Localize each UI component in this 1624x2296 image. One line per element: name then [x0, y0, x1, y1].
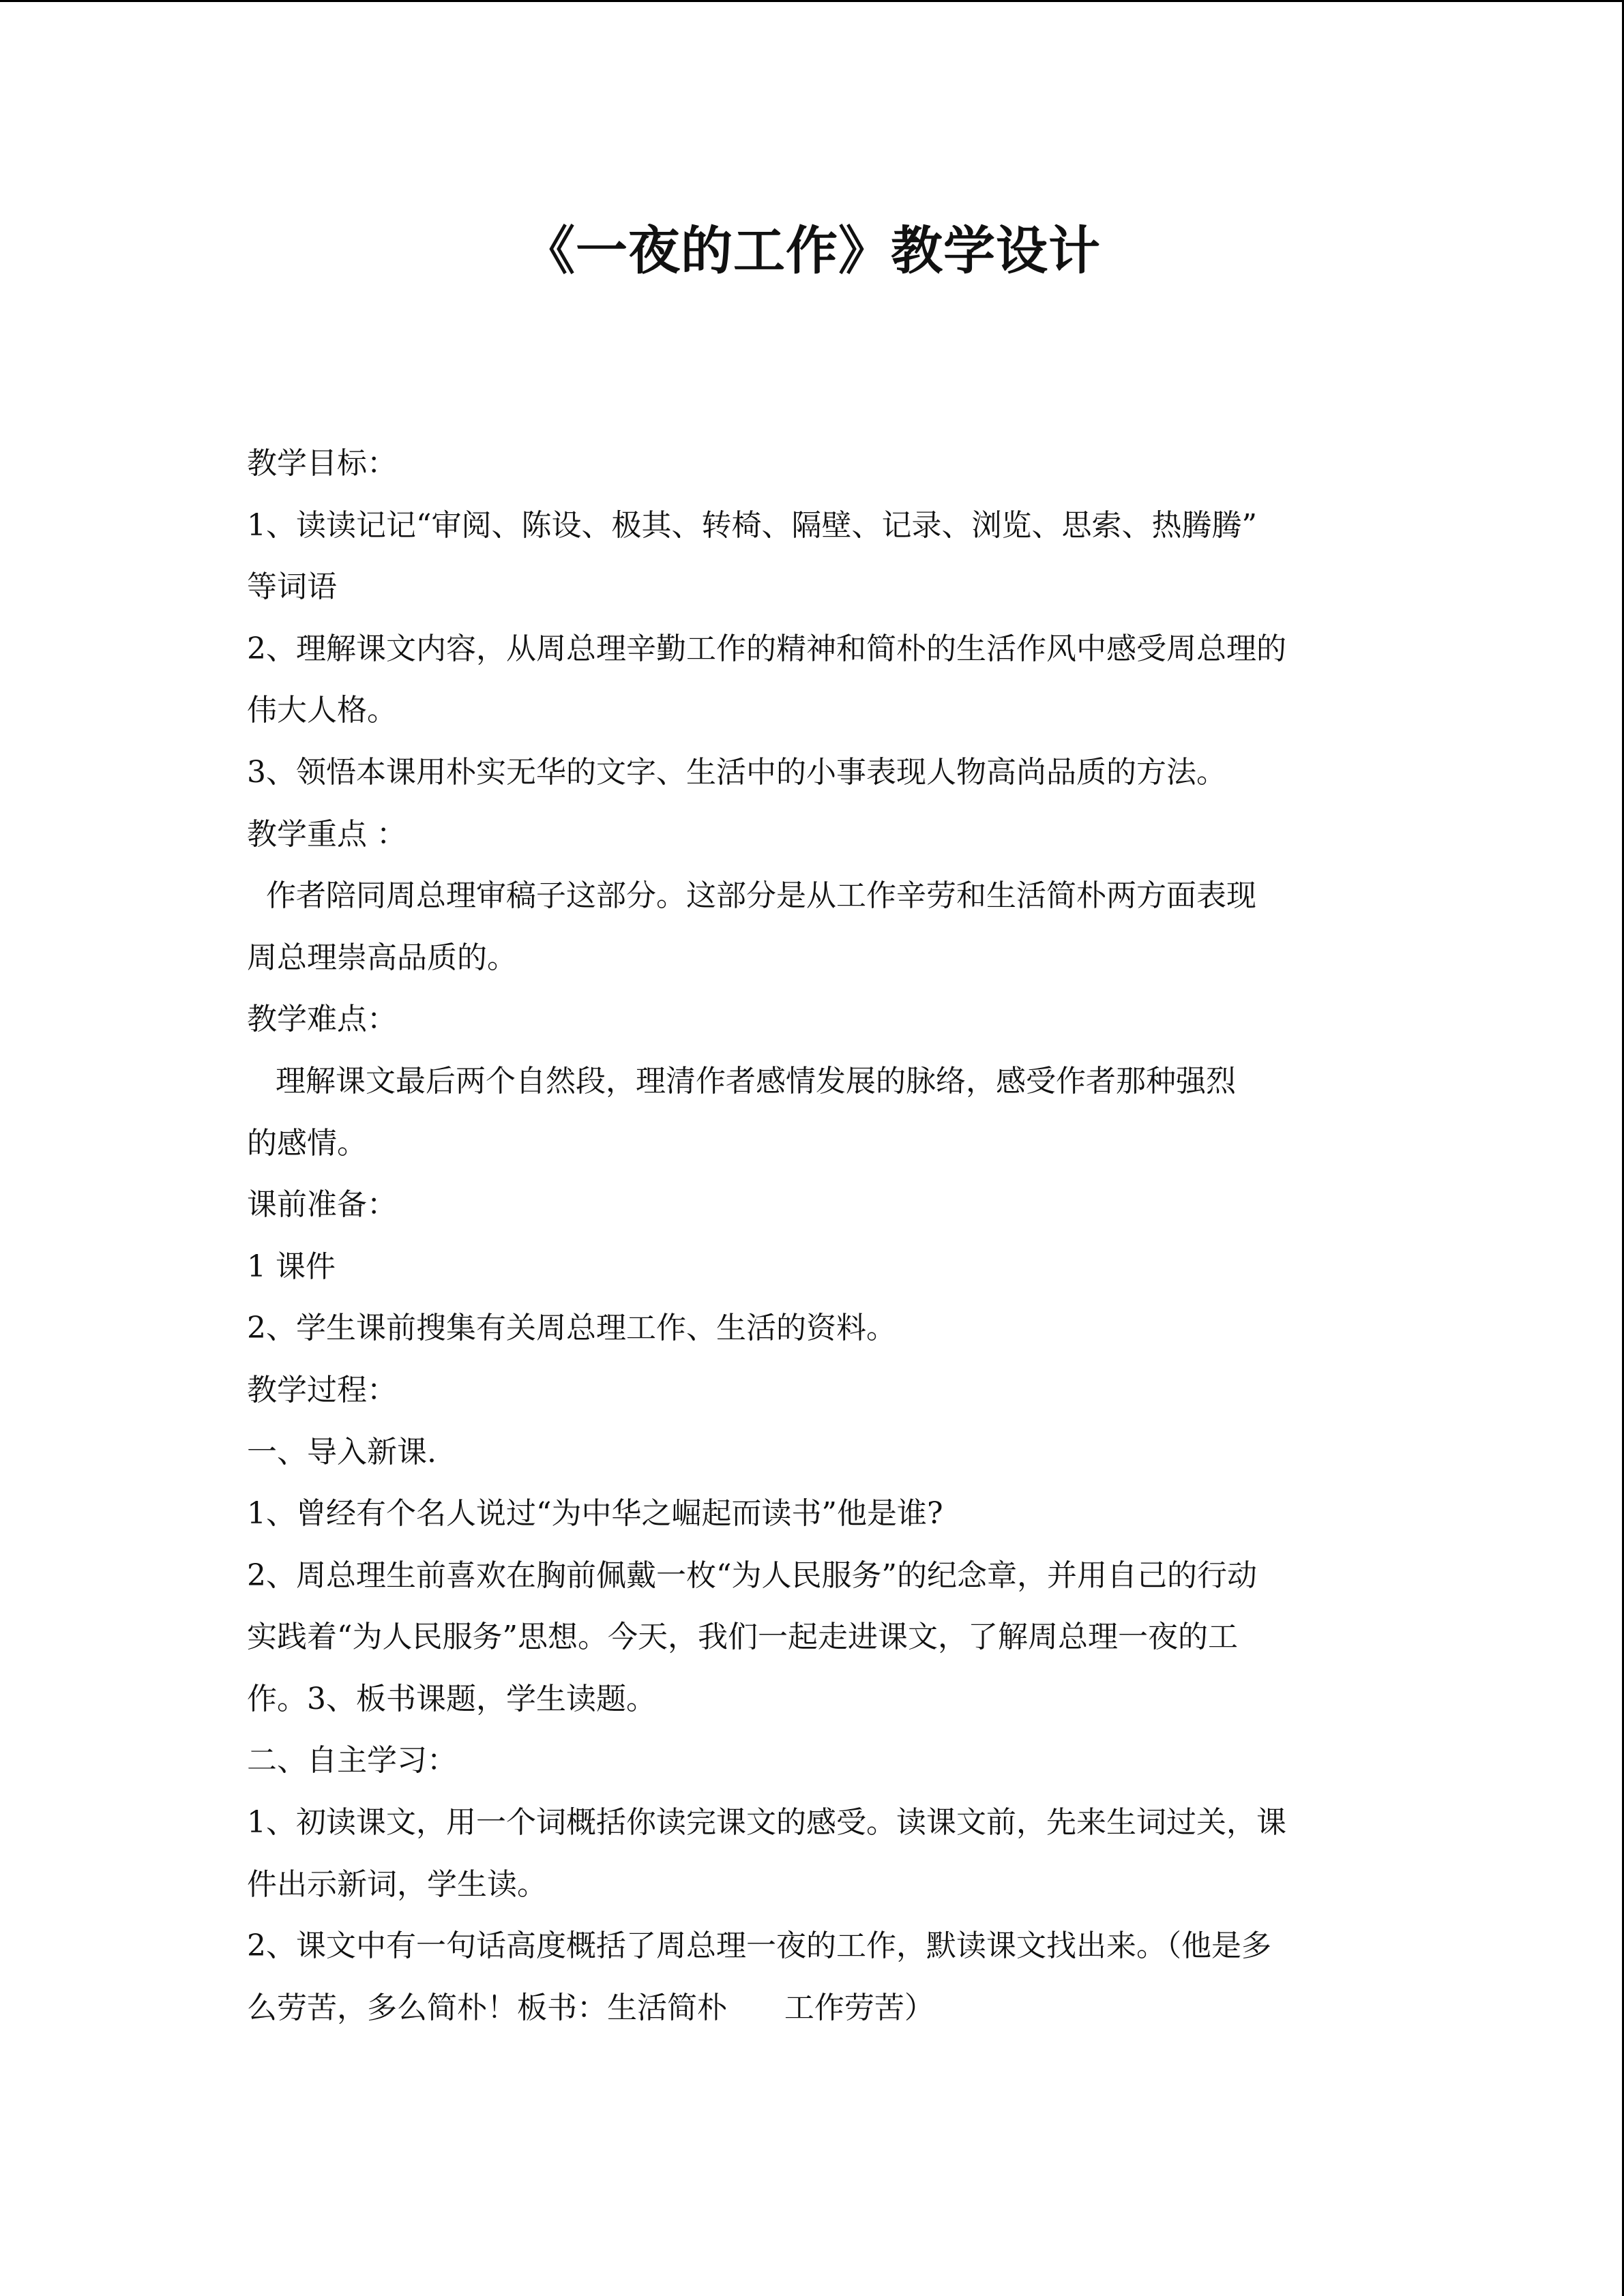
- text-line: 2、周总理生前喜欢在胸前佩戴一枚“为人民服务”的纪念章，并用自己的行动: [247, 1557, 1257, 1593]
- document-body: [247, 433, 1379, 2039]
- text-line: 1、读读记记“审阅、陈设、极其、转椅、隔壁、记录、浏览、思索、热腾腾”: [247, 507, 1257, 543]
- text-line: 伟大人格。: [247, 693, 397, 728]
- text-line: 教学过程：: [247, 1372, 397, 1407]
- text-line: 一、导入新课.: [247, 1434, 437, 1470]
- text-line: 教学重点 ：: [247, 816, 407, 852]
- text-line: 周总理崇高品质的。: [247, 940, 517, 975]
- text-line: 3、领悟本课用朴实无华的文字、生活中的小事表现人物高尚品质的方法。: [247, 754, 1226, 790]
- text-line: 1、初读课文，用一个词概括你读完课文的感受。读课文前，先来生词过关，课: [247, 1805, 1286, 1840]
- text-line: 实践着“为人民服务”思想。今天，我们一起走进课文，了解周总理一夜的工: [247, 1620, 1238, 1655]
- text-line: 教学目标：: [247, 446, 397, 481]
- page-top-border: [0, 0, 1624, 2]
- text-line: 的感情。: [247, 1125, 367, 1161]
- text-line: 件出示新词，学生读。: [247, 1866, 547, 1902]
- text-line: 作者陪同周总理审稿子这部分。这部分是从工作辛劳和生活简朴两方面表现: [247, 878, 1256, 914]
- text-line: 1、曾经有个名人说过“为中华之崛起而读书”他是谁?: [247, 1496, 943, 1532]
- text-line: 理解课文最后两个自然段，理清作者感情发展的脉络，感受作者那种强烈: [247, 1063, 1236, 1099]
- text-line: 2、课文中有一句话高度概括了周总理一夜的工作，默读课文找出来。（他是多: [247, 1928, 1271, 1964]
- text-line: 教学难点：: [247, 1002, 397, 1037]
- document-title: 《一夜的工作》教学设计: [523, 220, 1101, 281]
- text-line: 二、自主学习：: [247, 1743, 457, 1778]
- text-line: 课前准备：: [247, 1187, 397, 1223]
- text-line: 2、理解课文内容，从周总理辛勤工作的精神和简朴的生活作风中感受周总理的: [247, 631, 1286, 666]
- text-line: 作。3、板书课题，学生读题。: [247, 1681, 656, 1716]
- text-line: 等词语: [247, 569, 337, 605]
- text-line: 2、学生课前搜集有关周总理工作、生活的资料。: [247, 1311, 896, 1346]
- text-line: 么劳苦，多么简朴！板书：生活简朴 工作劳苦）: [247, 1990, 934, 2025]
- text-line: 1 课件: [247, 1249, 336, 1284]
